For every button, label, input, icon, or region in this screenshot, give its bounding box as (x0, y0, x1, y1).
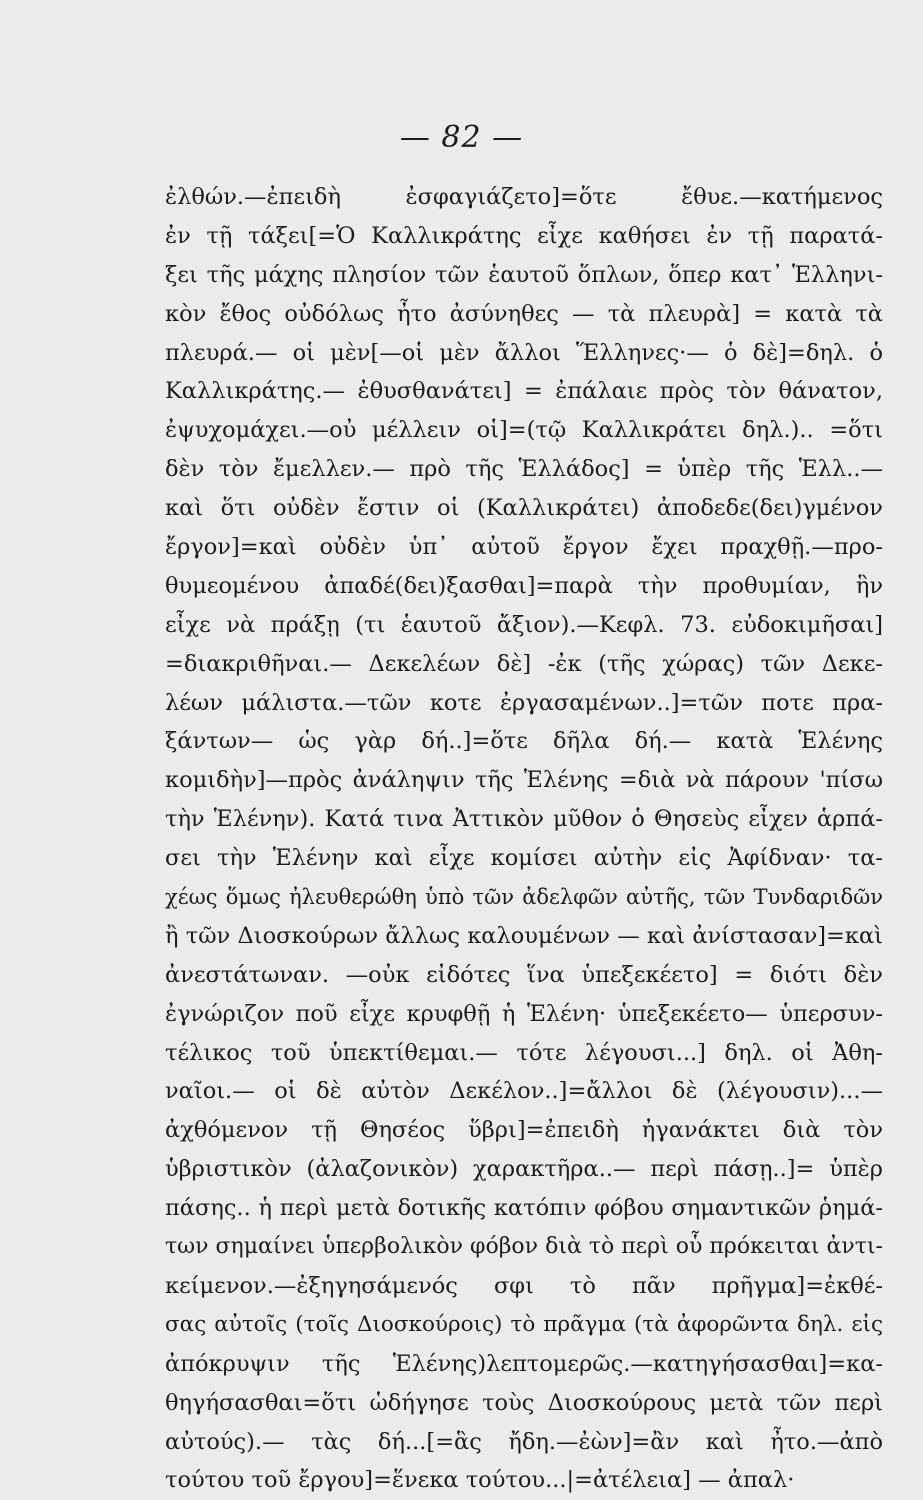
text-line: δὲν τὸν ἔμελλεν.— πρὸ τῆς Ἑλλάδος] = ὑπὲρ τῆς Ἑλλ..— (165, 456, 883, 483)
text-line: ἔργον]=καὶ οὐδὲν ὑπ᾽ αὐτοῦ ἔργον ἔχει πραχθῇ.—προ- (165, 534, 883, 561)
text-line: σει τὴν Ἑλένην καὶ εἶχε κομίσει αὐτὴν εἰς Ἀφίδναν· τα- (165, 845, 883, 872)
text-line: =διακριθῆναι.— Δεκελέων δὲ] -ἐκ (τῆς χώρας) τῶν Δεκε- (165, 650, 883, 677)
text-line: ἐγνώριζον ποῦ εἶχε κρυφθῇ ἡ Ἑλένη· ὑπεξεκέετο— ὑπερσυν- (165, 1000, 883, 1027)
text-line: ἀπόκρυψιν τῆς Ἑλένης)λεπτομερῶς.—κατηγήσασθαι]=κα- (165, 1350, 883, 1377)
text-line: τούτου τοῦ ἔργου]=ἕνεκα τούτου...|=ἀτέλεια] — ἀπαλ· (165, 1467, 795, 1494)
page-number: — 82 — (399, 120, 524, 155)
text-line: ἀνεστάτωναν. —οὐκ εἰδότες ἵνα ὑπεξεκέετο] = διότι δὲν (165, 961, 883, 988)
text-line: πλευρά.— οἱ μὲν[—οἱ μὲν ἄλλοι Ἕλληνες·— ὁ δὲ]=δηλ. ὁ (165, 339, 883, 366)
text-line: ἐν τῇ τάξει[=Ὁ Καλλικράτης εἶχε καθήσει ἐν τῇ παρατά- (165, 222, 883, 249)
text-line: ξάντων— ὡς γὰρ δή..]=ὅτε δῆλα δή.— κατὰ Ἑλένης (165, 728, 883, 755)
text-line: ἀχθόμενον τῇ Θησέος ὕβρι]=ἐπειδὴ ἠγανάκτει διὰ τὸν (165, 1117, 883, 1144)
text-line: ἐλθών.—ἐπειδὴ ἐσφαγιάζετο]=ὅτε ἔθυε.—κατήμενος (165, 184, 883, 210)
text-line: ξει τῆς μάχης πλησίον τῶν ἑαυτοῦ ὅπλων, ὅπερ κατ᾽ Ἑλληνι- (165, 261, 883, 288)
text-line: τὴν Ἑλένην). Κατά τινα Ἀττικὸν μῦθον ὁ Θησεὺς εἶχεν ἁρπά- (165, 806, 883, 833)
text-line: κομιδὴν]—πρὸς ἀνάληψιν τῆς Ἑλένης =διὰ νὰ πάρουν 'πίσω (165, 767, 883, 794)
text-line: θηγήσασθαι=ὅτι ὡδήγησε τοὺς Διοσκούρους μετὰ τῶν περὶ (165, 1389, 883, 1416)
text-line: Καλλικράτης.— ἐθυσθανάτει] = ἐπάλαιε πρὸς τὸν θάνατον, (165, 378, 883, 405)
text-line: πάσης.. ἡ περὶ μετὰ δοτικῆς κατόπιν φόβου σημαντικῶν ῥημά- (165, 1195, 883, 1222)
text-line: εἶχε νὰ πράξῃ (τι ἑαυτοῦ ἄξιον).—Κεφλ. 73. εὐδοκιμῆσαι] (165, 611, 883, 638)
text-line: ὑβριστικὸν (ἀλαζονικὸν) χαρακτῆρα..— περὶ πάσῃ..]= ὑπὲρ (165, 1156, 883, 1183)
text-line: ἐψυχομάχει.—οὐ μέλλειν οἱ]=(τῷ Καλλικράτει δηλ.).. =ὅτι (165, 417, 883, 444)
text-line: καὶ ὅτι οὐδὲν ἔστιν οἱ (Καλλικράτει) ἀποδεδε(δει)γμένον (165, 495, 883, 522)
text-line: ναῖοι.— οἱ δὲ αὐτὸν Δεκέλον..]=ἄλλοι δὲ (λέγουσιν)...— (165, 1078, 883, 1105)
text-line: λέων μάλιστα.—τῶν κοτε ἐργασαμένων..]=τῶν ποτε πρα- (165, 689, 883, 716)
text-line: αὐτούς).— τὰς δή...[=ἃς ἤδη.—ἐὼν]=ἂν καὶ ἦτο.—ἀπὸ (165, 1428, 883, 1455)
text-line: των σημαίνει ὑπερβολικὸν φόβον διὰ τὸ περὶ οὗ πρόκειται ἀντι- (165, 1234, 883, 1260)
text-line: σας αὐτοῖς (τοῖς Διοσκούροις) τὸ πρᾶγμα (τὰ ἀφορῶντα δηλ. εἰς (165, 1311, 883, 1337)
text-line: θυμεομένου ἀπαδέ(δει)ξασθαι]=παρὰ τὴν προθυμίαν, ἣν (165, 572, 883, 599)
text-line: χέως ὅμως ἠλευθερώθη ὑπὸ τῶν ἀδελφῶν αὐτῆς, τῶν Τυνδαριδῶν (165, 885, 883, 910)
text-line: κείμενον.—ἐξηγησάμενός σφι τὸ πᾶν πρῆγμα]=ἐκθέ- (165, 1272, 883, 1299)
text-line: ἢ τῶν Διοσκούρων ἄλλως καλουμένων — καὶ ἀνίστασαν]=καὶ (165, 922, 883, 949)
text-line: κὸν ἔθος οὐδόλως ἦτο ἀσύνηθες — τὰ πλευρὰ] = κατὰ τὰ (165, 300, 883, 327)
commentary-text (165, 178, 883, 1500)
text-line: τέλικος τοῦ ὑπεκτίθεμαι.— τότε λέγουσι...] δηλ. οἱ Ἀθη- (165, 1039, 883, 1066)
